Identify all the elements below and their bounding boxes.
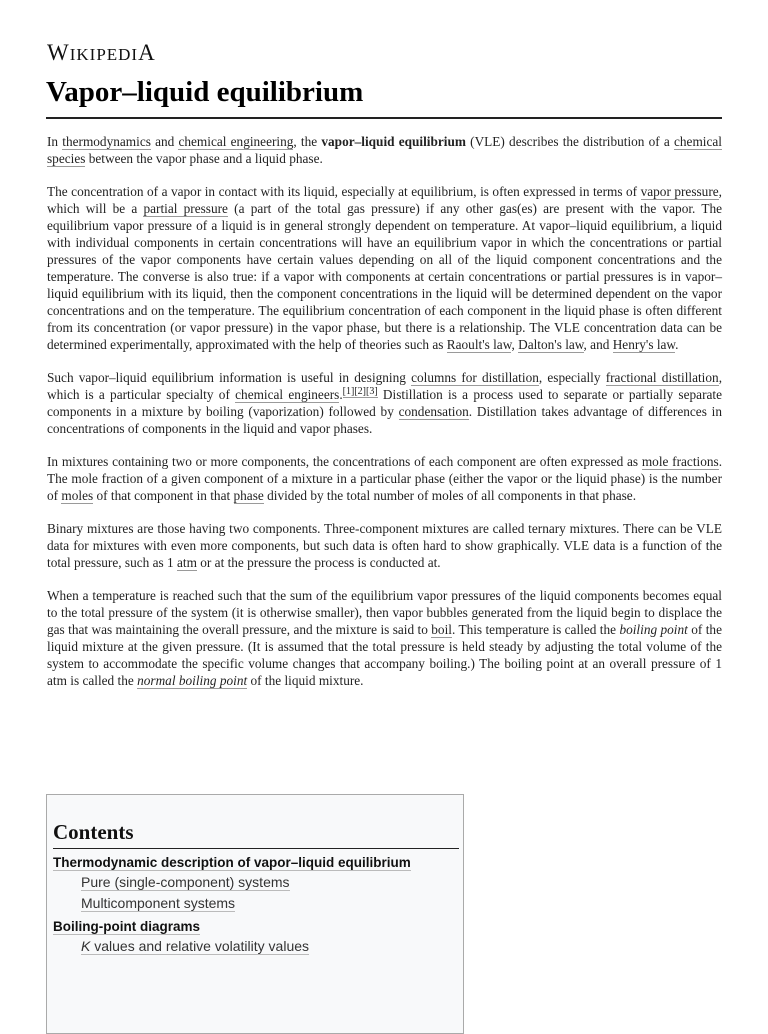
toc-item-multicomponent-systems[interactable]: Multicomponent systems [81,895,236,911]
link-phase[interactable]: phase [233,488,264,503]
link-henrys-law[interactable]: Henry's law [612,337,676,352]
bold-term: vapor–liquid equilibrium [321,134,466,149]
link-raoults-law[interactable]: Raoult's law [446,337,512,352]
title-divider [46,117,722,119]
toc-title: Contents [53,820,134,844]
wikipedia-logo[interactable]: WIKIPEDIA [47,40,156,65]
paragraph-distillation: Such vapor–liquid equilibrium information is useful in designing columns for distillation, especially fractional distillation, which is a particular specialty of chemical engineers.[1][2][3] Distillation is a process used to separate or partially separate components in a mixture by boiling (vaporization) followed by condensation. Distillation takes advantage of differences in concentrations of components in the liquid and vapor phases. [47,370,723,436]
link-normal-boiling-point[interactable]: normal boiling point [137,673,248,688]
link-vapor-pressure[interactable]: vapor pressure [640,184,719,199]
link-chemical-species[interactable]: chemical species [47,134,722,166]
paragraph-binary-mixtures: Binary mixtures are those having two components. Three-component mixtures are called ternary mixtures. There can be VLE data for mixtures with even more components, but such data is often hard to show graphically. VLE data is a function of the total pressure, such as 1 atm or at the pressure the process is conducted at. [47,521,722,570]
table-of-contents [46,794,464,1034]
toc-item-boiling-point-diagrams[interactable]: Boiling-point diagrams [53,919,200,934]
paragraph-mole-fractions: In mixtures containing two or more components, the concentrations of each component are often expressed as mole fractions. The mole fraction of a given component of a mixture in a particular phase (either the vapor or the liquid phase) is the number of moles of that component in that phase divided by the total number of moles of all components in that phase. [47,454,723,503]
link-daltons-law[interactable]: Dalton's law [518,337,584,352]
paragraph-intro: In thermodynamics and chemical engineering, the vapor–liquid equilibrium (VLE) describes the distribution of a chemical species between the vapor phase and a liquid phase. [47,134,722,166]
toc-item-pure-systems[interactable]: Pure (single-component) systems [81,874,290,890]
link-chemical-engineers[interactable]: chemical engineers [235,387,340,402]
link-chemical-engineering[interactable]: chemical engineering [178,134,294,149]
toc-item-k-values[interactable]: K values and relative volatility values [81,938,310,954]
link-boil[interactable]: boil [431,622,452,637]
italic-term: boiling point [619,622,688,637]
link-mole-fractions[interactable]: mole fractions [641,454,719,469]
link-thermodynamics[interactable]: thermodynamics [62,134,151,149]
link-moles[interactable]: moles [61,488,94,503]
link-fractional-distillation[interactable]: fractional distillation [605,370,719,385]
article-body [47,133,722,705]
link-atm[interactable]: atm [176,555,197,570]
toc-item-thermodynamic-description[interactable]: Thermodynamic description of vapor–liquid equilibrium [53,855,411,870]
toc-divider [53,848,459,849]
page-title: Vapor–liquid equilibrium [46,76,364,108]
paragraph-concentration: The concentration of a vapor in contact with its liquid, especially at equilibrium, is often expressed in terms of vapor pressure, which will be a partial pressure (a part of the total gas pressure) if any other gas(es) are present with the vapor. The equilibrium vapor pressure of a liquid is in general strongly dependent on temperature. At vapor–liquid equilibrium, a liquid with individual components in certain concentrations will have an equilibrium vapor in which the concentrations or partial pressures of the vapor components have certain values depending on all of the liquid component concentrations and the temperature. The converse is also true: if a vapor with components at certain concentrations or partial pressures is in vapor–liquid equilibrium with its liquid, then the component concentrations in the liquid will be determined dependent on the vapor concentrations and on the temperature. The equilibrium concentration of each component in the liquid phase is often different from its concentration (or vapor pressure) in the vapor phase, but there is a relationship. The VLE concentration data can be determined experimentally, approximated with the help of theories such as Raoult's law, Dalton's law, and Henry's law. [47,184,722,352]
reference-links[interactable]: [1][2][3] [342,385,378,397]
link-columns-for-distillation[interactable]: columns for distillation [411,370,539,385]
paragraph-boiling: When a temperature is reached such that the sum of the equilibrium vapor pressures of the liquid components becomes equal to the total pressure of the system (it is otherwise smaller), then vapor bubbles generated from the liquid begin to displace the gas that was maintaining the overall pressure, and the mixture is said to boil. This temperature is called the boiling point of the liquid mixture at the given pressure. (It is assumed that the total pressure is held steady by adjusting the total volume of the system to accommodate the specific volume changes that accompany boiling.) The boiling point at an overall pressure of 1 atm is called the normal boiling point of the liquid mixture. [47,588,722,688]
link-condensation[interactable]: condensation [398,404,469,419]
link-partial-pressure[interactable]: partial pressure [143,201,228,216]
